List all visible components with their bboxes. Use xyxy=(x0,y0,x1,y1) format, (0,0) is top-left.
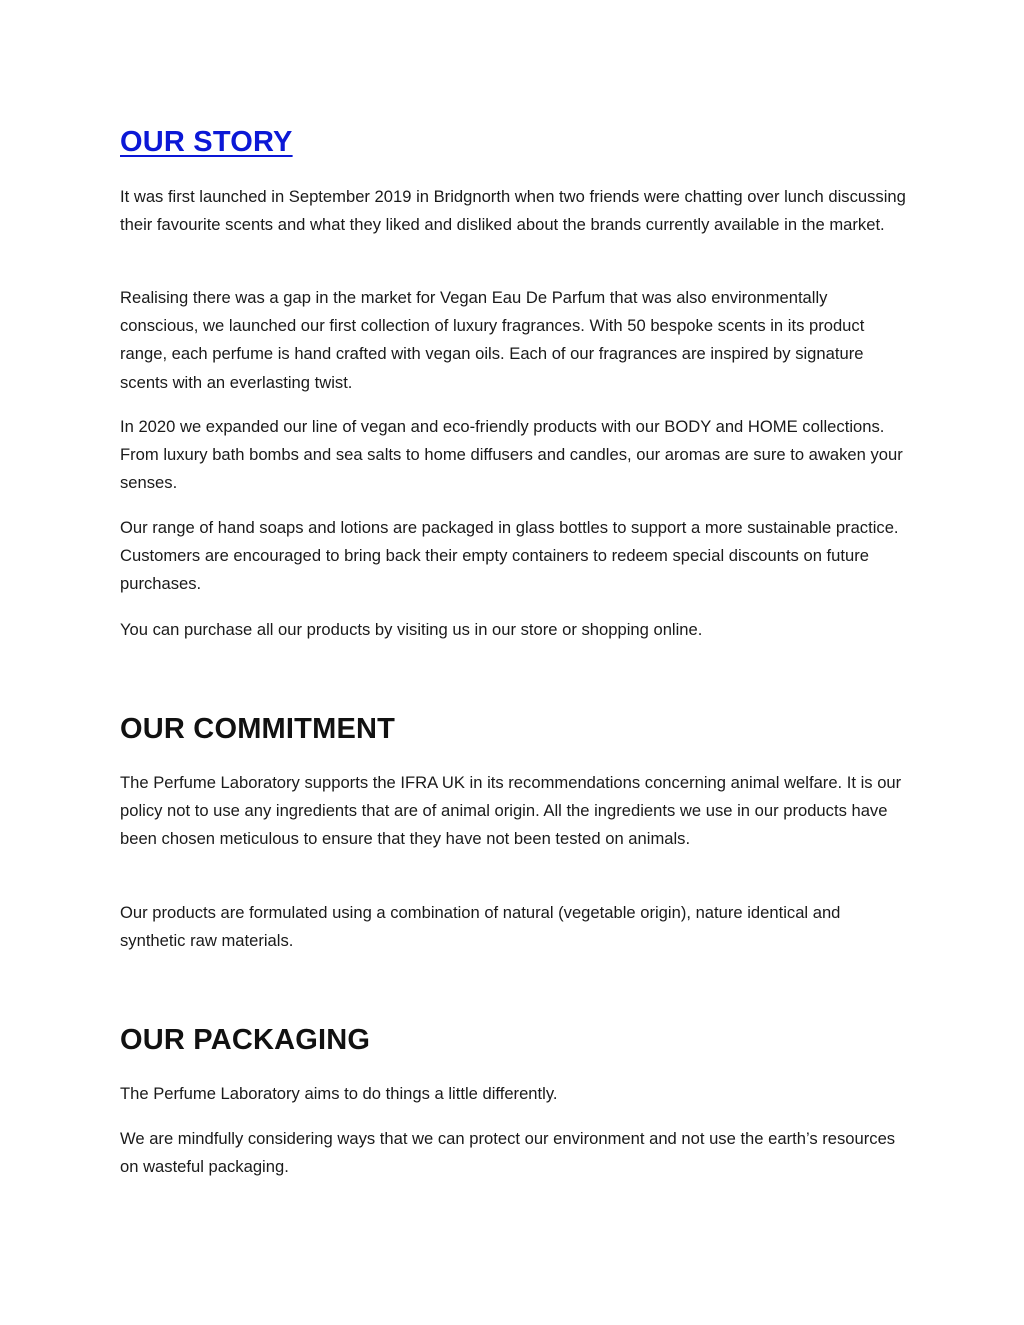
story-paragraph-3: In 2020 we expanded our line of vegan and eco-friendly products with our BODY and HOME collections. From luxury bath bombs and sea salts to home diffusers and candles, our aromas are sure to awaken your senses. xyxy=(120,417,903,493)
section-title-our-story xyxy=(120,124,293,160)
story-paragraph-2: Realising there was a gap in the market for Vegan Eau De Parfum that was also environmentally conscious, we launched our first collection of luxury fragrances. With 50 bespoke scents in its product range, each perfume is hand crafted with vegan oils. Each of our fragrances are inspired by signature scents with an everlasting twist. xyxy=(120,288,865,392)
section-title-our-commitment: OUR COMMITMENT xyxy=(120,713,396,745)
packaging-paragraph-2: We are mindfully considering ways that we can protect our environment and not use the earth’s resources on wasteful packaging. xyxy=(120,1129,896,1177)
our-story-link[interactable]: OUR STORY xyxy=(120,126,293,158)
story-paragraph-5: You can purchase all our products by visiting us in our store or shopping online. xyxy=(120,620,703,639)
commitment-paragraph-1: The Perfume Laboratory supports the IFRA UK in its recommendations concerning animal welfare. It is our policy not to use any ingredients that are of animal origin. All the ingredients we use in our products have been chosen meticulous to ensure that they have not been tested on animals. xyxy=(120,773,902,849)
section-title-our-packaging: OUR PACKAGING xyxy=(120,1024,371,1056)
story-paragraph-1: It was first launched in September 2019 in Bridgnorth when two friends were chatting over lunch discussing their favourite scents and what they liked and disliked about the brands currently available in the market. xyxy=(120,187,906,235)
commitment-paragraph-2: Our products are formulated using a combination of natural (vegetable origin), nature identical and synthetic raw materials. xyxy=(120,903,841,951)
story-paragraph-4: Our range of hand soaps and lotions are packaged in glass bottles to support a more sustainable practice. Customers are encouraged to bring back their empty containers to redeem special discounts on future purchases. xyxy=(120,518,899,594)
packaging-paragraph-1: The Perfume Laboratory aims to do things a little differently. xyxy=(120,1084,558,1103)
